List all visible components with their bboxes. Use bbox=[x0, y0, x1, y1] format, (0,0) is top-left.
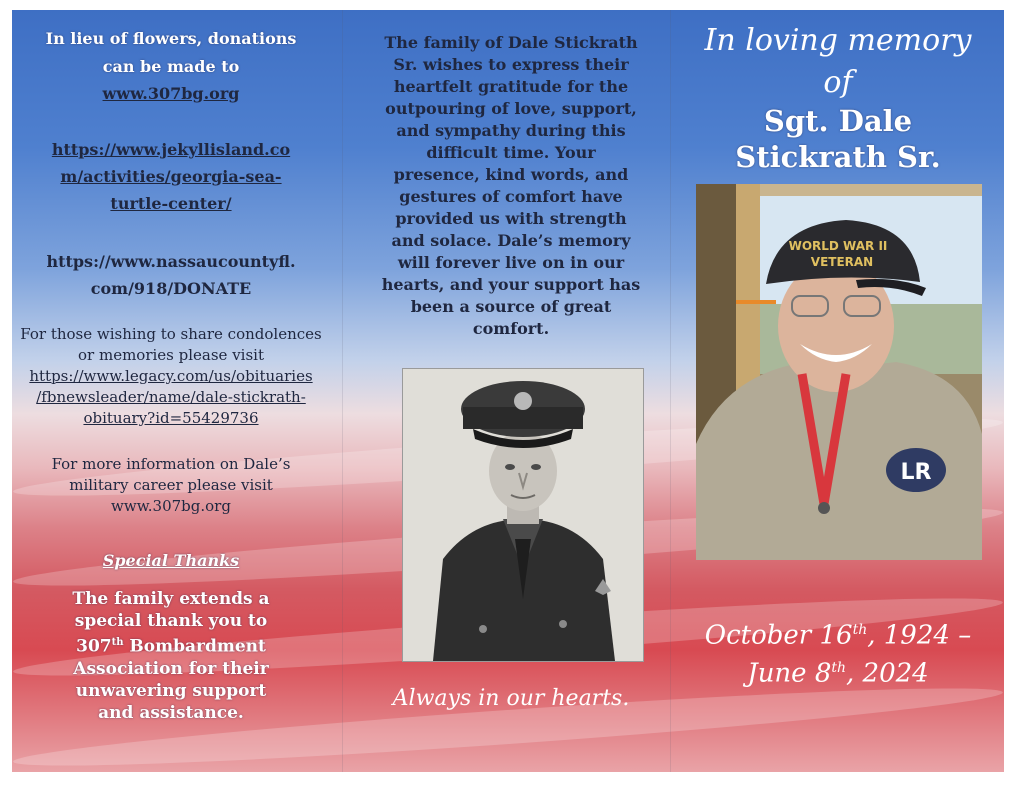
thanks-line: Association for their bbox=[73, 658, 269, 679]
message-line: provided us with strength bbox=[395, 209, 627, 228]
closing-message: Always in our hearts. bbox=[392, 686, 630, 711]
fold-line bbox=[670, 10, 671, 772]
legacy-link[interactable]: /fbnewsleader/name/dale-stickrath- bbox=[36, 388, 306, 406]
jekyll-link[interactable]: m/activities/georgia-sea- bbox=[60, 167, 282, 186]
thanks-line: The family extends a bbox=[72, 589, 270, 609]
donation-intro: can be made to bbox=[102, 57, 240, 76]
nassau-link[interactable]: com/918/DONATE bbox=[90, 279, 252, 298]
cap-text: VETERAN bbox=[810, 255, 874, 269]
veteran-photo bbox=[696, 184, 982, 560]
message-line: presence, kind words, and bbox=[393, 165, 629, 184]
right-panel bbox=[672, 10, 1004, 772]
message-line: outpouring of love, support, bbox=[385, 99, 637, 118]
military-info: military career please visit bbox=[69, 476, 273, 494]
left-panel bbox=[12, 10, 330, 772]
message-line: been a source of great bbox=[410, 297, 612, 316]
message-line: and sympathy during this bbox=[396, 121, 626, 140]
condolence-text: or memories please visit bbox=[78, 346, 264, 364]
birth-date: October 16th, 1924 – bbox=[704, 620, 972, 651]
jekyll-link[interactable]: https://www.jekyllisland.co bbox=[51, 140, 291, 159]
condolence-text: For those wishing to share condolences bbox=[20, 325, 322, 343]
thanks-line: and assistance. bbox=[98, 702, 244, 723]
shirt-logo-text: LR bbox=[900, 460, 932, 485]
donation-intro: In lieu of flowers, donations bbox=[45, 29, 297, 48]
cap-text: WORLD WAR II bbox=[788, 239, 888, 253]
special-thanks-title: Special Thanks bbox=[102, 551, 240, 570]
honoree-name: Stickrath Sr. bbox=[735, 140, 941, 174]
thanks-line: unwavering support bbox=[75, 680, 267, 701]
message-line: Sr. wishes to express their bbox=[393, 55, 629, 74]
message-line: heartfelt gratitude for the bbox=[393, 77, 629, 96]
message-line: hearts, and your support has bbox=[381, 275, 641, 294]
jekyll-link[interactable]: turtle-center/ bbox=[110, 194, 232, 213]
legacy-link[interactable]: obituary?id=55429736 bbox=[83, 409, 259, 427]
thanks-line: 307th Bombardment bbox=[76, 636, 266, 657]
message-line: difficult time. Your bbox=[426, 143, 596, 162]
brochure-sheet bbox=[12, 10, 1004, 772]
fold-line bbox=[342, 10, 343, 772]
in-loving-memory: In loving memory bbox=[704, 23, 972, 58]
military-info: For more information on Dale’s bbox=[51, 455, 291, 473]
memory-of: of bbox=[823, 65, 853, 100]
legacy-link[interactable]: https://www.legacy.com/us/obituaries bbox=[29, 367, 313, 385]
message-line: and solace. Dale’s memory bbox=[391, 231, 631, 250]
vintage-portrait-photo bbox=[402, 368, 644, 662]
veteran-photo-illustration bbox=[696, 184, 982, 560]
honoree-name: Sgt. Dale bbox=[763, 104, 913, 138]
link-307bg[interactable]: www.307bg.org bbox=[102, 84, 240, 103]
death-date: June 8th, 2024 bbox=[747, 658, 929, 689]
thanks-line: special thank you to bbox=[74, 611, 268, 631]
vintage-portrait-illustration bbox=[403, 369, 643, 661]
gratitude-message bbox=[352, 32, 670, 340]
message-line: will forever live on in our bbox=[397, 253, 625, 272]
message-line: The family of Dale Stickrath bbox=[384, 33, 638, 52]
message-line: gestures of comfort have bbox=[399, 187, 623, 206]
military-link[interactable]: www.307bg.org bbox=[111, 497, 231, 515]
nassau-link[interactable]: https://www.nassaucountyfl. bbox=[46, 252, 296, 271]
middle-panel bbox=[352, 10, 670, 772]
message-line: comfort. bbox=[472, 319, 550, 338]
